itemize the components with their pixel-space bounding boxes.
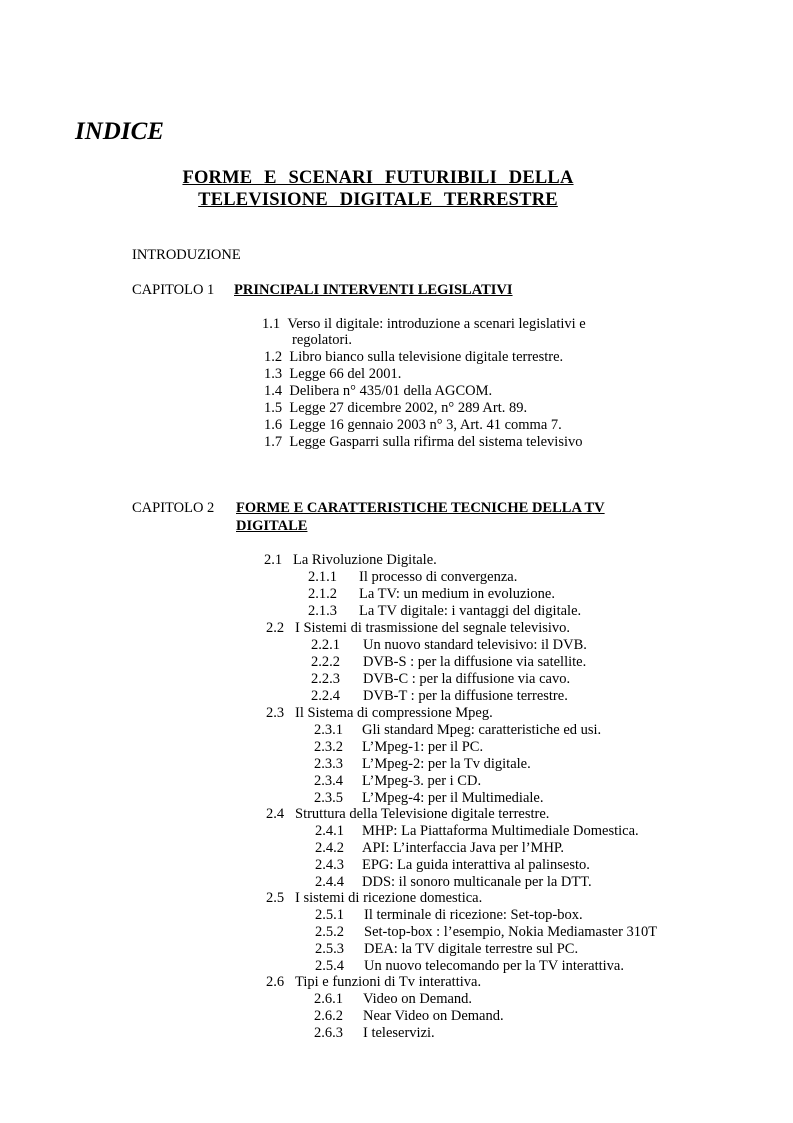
toc-item-1-5	[264, 400, 527, 417]
toc-item-number: 2.4	[266, 806, 285, 822]
toc-item-text: Verso il digitale: introduzione a scenari legislativi e	[287, 316, 586, 332]
toc-item-number: 2.4.3	[315, 857, 344, 873]
toc-item-number: 2.4.1	[315, 823, 344, 839]
toc-subsection-2-3-4	[314, 773, 481, 790]
toc-item-text: Il terminale di ricezione: Set-top-box.	[364, 907, 583, 923]
toc-subsection-2-5-2	[315, 924, 657, 941]
toc-subsection-2-1-1	[308, 569, 517, 586]
chapter-1-label: CAPITOLO 1	[132, 282, 215, 298]
toc-subsection-2-5-3	[315, 941, 578, 958]
toc-item-text: DVB-S : per la diffusione via satellite.	[363, 654, 587, 670]
toc-item-text: Set-top-box : l’esempio, Nokia Mediamaster 310T	[364, 924, 658, 940]
toc-item-text: EPG: La guida interattiva al palinsesto.	[362, 857, 590, 873]
toc-subsection-2-3-1	[314, 722, 601, 739]
toc-section-2-6	[266, 974, 481, 991]
toc-item-number: 1.3	[264, 366, 283, 382]
toc-item-number: 2.3.3	[314, 756, 343, 772]
toc-section-2-1	[264, 552, 437, 569]
toc-subsection-2-3-2	[314, 739, 483, 756]
toc-item-number: 2.4.4	[315, 874, 344, 890]
toc-item-number: 1.2	[264, 349, 283, 365]
toc-subsection-2-3-3	[314, 756, 531, 773]
toc-item-1-2	[264, 349, 563, 366]
toc-item-text: L’Mpeg-2: per la Tv digitale.	[362, 756, 531, 772]
toc-subsection-2-1-3	[308, 603, 581, 620]
toc-subsection-2-4-2	[315, 840, 564, 857]
toc-item-number: 1.6	[264, 417, 283, 433]
toc-item-text: DEA: la TV digitale terrestre sul PC.	[364, 941, 579, 957]
toc-item-number: 2.3.1	[314, 722, 343, 738]
toc-item-text: MHP: La Piattaforma Multimediale Domestica.	[362, 823, 639, 839]
toc-subsection-2-6-3	[314, 1025, 435, 1042]
toc-subsection-2-2-1	[311, 637, 587, 654]
toc-item-text: La TV: un medium in evoluzione.	[359, 586, 555, 602]
toc-item-number: 1.1	[262, 316, 281, 332]
toc-item-number: 2.2.4	[311, 688, 340, 704]
index-title: INDICE	[75, 118, 164, 145]
toc-item-1-3	[264, 366, 401, 383]
toc-item-number: 2.6.3	[314, 1025, 343, 1041]
toc-item-number: 2.4.2	[315, 840, 344, 856]
toc-subsection-2-3-5	[314, 790, 543, 807]
toc-item-text: DVB-C : per la diffusione via cavo.	[363, 671, 571, 687]
toc-subsection-2-4-1	[315, 823, 639, 840]
toc-item-text: I Sistemi di trasmissione del segnale televisivo.	[295, 620, 571, 636]
toc-item-number: 2.2.1	[311, 637, 340, 653]
chapter-2-title-line-2: DIGITALE	[236, 518, 308, 534]
toc-item-text: Video on Demand.	[363, 991, 473, 1007]
toc-item-text: La Rivoluzione Digitale.	[293, 552, 437, 568]
toc-subsection-2-5-4	[315, 958, 624, 975]
toc-item-number: 2.5	[266, 890, 285, 906]
toc-item-number: 2.1.1	[308, 569, 337, 585]
toc-item-text: La TV digitale: i vantaggi del digitale.	[359, 603, 582, 619]
toc-item-text: Legge 16 gennaio 2003 n° 3, Art. 41 comma 7.	[289, 417, 562, 433]
toc-section-2-4	[266, 806, 549, 823]
toc-subsection-2-5-1	[315, 907, 583, 924]
toc-item-1-6	[264, 417, 562, 434]
toc-item-number: 1.7	[264, 434, 283, 450]
toc-item-number: 2.3	[266, 705, 285, 721]
toc-item-text: Libro bianco sulla televisione digitale terrestre.	[289, 349, 564, 365]
toc-item-text: Legge 66 del 2001.	[289, 366, 402, 382]
toc-subsection-2-2-2	[311, 654, 586, 671]
toc-item-number: 2.2	[266, 620, 285, 636]
toc-item-number: 2.2.2	[311, 654, 340, 670]
toc-item-number: 1.5	[264, 400, 283, 416]
toc-item-text: Near Video on Demand.	[363, 1008, 504, 1024]
toc-item-number: 2.3.2	[314, 739, 343, 755]
toc-item-text: L’Mpeg-3. per i CD.	[362, 773, 482, 789]
toc-item-text: Un nuovo standard televisivo: il DVB.	[363, 637, 587, 653]
toc-item-number: 2.5.3	[315, 941, 344, 957]
toc-item-text: Il Sistema di compressione Mpeg.	[295, 705, 493, 721]
toc-item-number: 2.5.2	[315, 924, 344, 940]
toc-item-text: Legge 27 dicembre 2002, n° 289 Art. 89.	[289, 400, 528, 416]
toc-item-number: 2.1	[264, 552, 283, 568]
toc-subsection-2-2-4	[311, 688, 568, 705]
toc-item-1-1	[262, 316, 586, 333]
toc-item-text: Un nuovo telecomando per la TV interattiva.	[364, 958, 624, 974]
toc-item-text: Il processo di convergenza.	[359, 569, 518, 585]
toc-item-text: Delibera n° 435/01 della AGCOM.	[289, 383, 493, 399]
toc-item-text: I sistemi di ricezione domestica.	[295, 890, 483, 906]
toc-item-1-4	[264, 383, 492, 400]
toc-subsection-2-6-2	[314, 1008, 504, 1025]
toc-item-number: 2.5.1	[315, 907, 344, 923]
toc-item-number: 2.6	[266, 974, 285, 990]
toc-item-number: 2.2.3	[311, 671, 340, 687]
toc-item-text: Gli standard Mpeg: caratteristiche ed usi.	[362, 722, 602, 738]
toc-subsection-2-6-1	[314, 991, 472, 1008]
chapter-2-title-line-1: FORME E CARATTERISTICHE TECNICHE DELLA TV	[236, 500, 605, 516]
toc-item-text: Struttura della Televisione digitale terrestre.	[295, 806, 550, 822]
toc-subsection-2-4-4	[315, 874, 592, 891]
toc-item-text: API: L’interfaccia Java per l’MHP.	[362, 840, 565, 856]
chapter-1-title: PRINCIPALI INTERVENTI LEGISLATIVI	[234, 282, 513, 298]
toc-item-text: DDS: il sonoro multicanale per la DTT.	[362, 874, 592, 890]
toc-item-number: 2.1.2	[308, 586, 337, 602]
toc-item-number: 2.6.1	[314, 991, 343, 1007]
toc-item-number: 1.4	[264, 383, 283, 399]
toc-item-text: L’Mpeg-4: per il Multimediale.	[362, 790, 544, 806]
toc-item-text: I teleservizi.	[363, 1025, 435, 1041]
toc-item-1-1-continued: regolatori.	[292, 332, 352, 348]
toc-section-2-5	[266, 890, 482, 907]
toc-section-2-3	[266, 705, 493, 722]
toc-subsection-2-4-3	[315, 857, 590, 874]
toc-item-number: 2.5.4	[315, 958, 344, 974]
introduction-entry: INTRODUZIONE	[132, 247, 241, 263]
document-title-line-1: FORME E SCENARI FUTURIBILI DELLA	[182, 168, 574, 188]
toc-section-2-2	[266, 620, 570, 637]
toc-item-number: 2.3.5	[314, 790, 343, 806]
toc-item-text: Legge Gasparri sulla rifirma del sistema televisivo	[289, 434, 583, 450]
toc-item-1-7	[264, 434, 583, 451]
toc-subsection-2-1-2	[308, 586, 555, 603]
toc-item-text: L’Mpeg-1: per il PC.	[362, 739, 484, 755]
document-title-line-2: TELEVISIONE DIGITALE TERRESTRE	[198, 190, 558, 210]
toc-item-number: 2.3.4	[314, 773, 343, 789]
toc-item-text: DVB-T : per la diffusione terrestre.	[363, 688, 568, 704]
toc-item-number: 2.1.3	[308, 603, 337, 619]
toc-subsection-2-2-3	[311, 671, 570, 688]
chapter-2-label: CAPITOLO 2	[132, 500, 215, 516]
toc-item-number: 2.6.2	[314, 1008, 343, 1024]
toc-item-text: Tipi e funzioni di Tv interattiva.	[295, 974, 482, 990]
